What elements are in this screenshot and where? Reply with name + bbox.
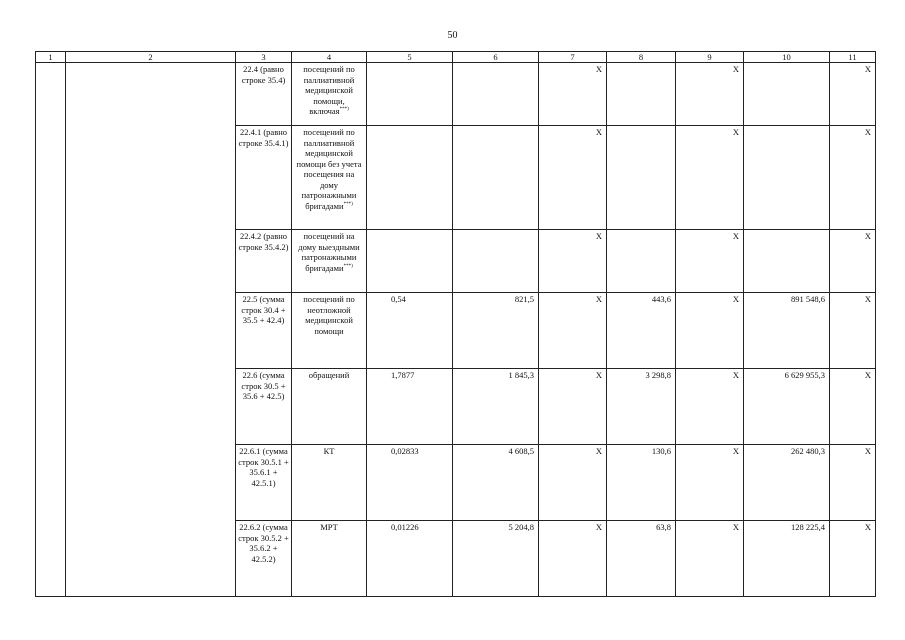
column-header-10: 10 xyxy=(744,52,830,63)
column-header-9: 9 xyxy=(676,52,744,63)
row-description xyxy=(292,126,367,230)
row-description-text: посещений по паллиативной медицинской помощи, включая xyxy=(303,64,355,116)
row-code: 22.5 (сумма строк 30.4 + 35.5 + 42.4) xyxy=(236,293,292,369)
cell-col7: X xyxy=(539,521,607,597)
column-header-8: 8 xyxy=(607,52,676,63)
cell-col8: 443,6 xyxy=(607,293,676,369)
cell-col8 xyxy=(607,230,676,293)
row-description xyxy=(292,230,367,293)
column-header-11: 11 xyxy=(830,52,876,63)
row-description-text: посещений по неотложной медицинской помощи xyxy=(303,294,355,336)
table-row xyxy=(36,63,876,126)
cell-col6 xyxy=(453,126,539,230)
cell-col7: X xyxy=(539,445,607,521)
row-description-text: МРТ xyxy=(320,522,338,532)
cell-col6 xyxy=(453,230,539,293)
cell-col9: X xyxy=(676,369,744,445)
cell-col5: 0,54 xyxy=(367,293,453,369)
col1-empty xyxy=(36,63,66,597)
cell-col8: 3 298,8 xyxy=(607,369,676,445)
header-row xyxy=(36,52,876,63)
data-table xyxy=(35,51,876,597)
cell-col10: 262 480,3 xyxy=(744,445,830,521)
cell-col6: 821,5 xyxy=(453,293,539,369)
row-description-text: обращений xyxy=(308,370,350,380)
cell-col10 xyxy=(744,230,830,293)
col2-empty xyxy=(66,63,236,597)
row-description-text: посещений по паллиативной медицинской помощи без учета посещения на дому патронажными бригадами xyxy=(296,127,362,211)
cell-col11: X xyxy=(830,63,876,126)
column-header-2: 2 xyxy=(66,52,236,63)
table-body xyxy=(36,63,876,597)
column-header-5: 5 xyxy=(367,52,453,63)
cell-col10: 128 225,4 xyxy=(744,521,830,597)
row-description xyxy=(292,521,367,597)
column-header-6: 6 xyxy=(453,52,539,63)
cell-col10 xyxy=(744,63,830,126)
cell-col11: X xyxy=(830,230,876,293)
column-header-1: 1 xyxy=(36,52,66,63)
cell-col6: 4 608,5 xyxy=(453,445,539,521)
cell-col10: 891 548,6 xyxy=(744,293,830,369)
cell-col10: 6 629 955,3 xyxy=(744,369,830,445)
row-code: 22.6.1 (сумма строк 30.5.1 + 35.6.1 + 42.5.1) xyxy=(236,445,292,521)
row-description xyxy=(292,369,367,445)
cell-col6: 1 845,3 xyxy=(453,369,539,445)
cell-col9: X xyxy=(676,293,744,369)
footnote-mark: ***) xyxy=(343,201,353,207)
row-code: 22.6.2 (сумма строк 30.5.2 + 35.6.2 + 42.5.2) xyxy=(236,521,292,597)
cell-col6 xyxy=(453,63,539,126)
cell-col9: X xyxy=(676,63,744,126)
row-code: 22.6 (сумма строк 30.5 + 35.6 + 42.5) xyxy=(236,369,292,445)
cell-col7: X xyxy=(539,293,607,369)
footnote-mark: ***) xyxy=(343,263,353,269)
row-description xyxy=(292,445,367,521)
cell-col5 xyxy=(367,126,453,230)
cell-col11: X xyxy=(830,445,876,521)
cell-col11: X xyxy=(830,521,876,597)
row-description-text: КТ xyxy=(323,446,335,456)
cell-col5: 1,7877 xyxy=(367,369,453,445)
row-code: 22.4.2 (равно строке 35.4.2) xyxy=(236,230,292,293)
cell-col6: 5 204,8 xyxy=(453,521,539,597)
cell-col11: X xyxy=(830,369,876,445)
cell-col5 xyxy=(367,230,453,293)
cell-col7: X xyxy=(539,369,607,445)
cell-col7: X xyxy=(539,126,607,230)
cell-col5: 0,01226 xyxy=(367,521,453,597)
cell-col9: X xyxy=(676,445,744,521)
row-description xyxy=(292,293,367,369)
cell-col8: 63,8 xyxy=(607,521,676,597)
row-code: 22.4 (равно строке 35.4) xyxy=(236,63,292,126)
column-header-4: 4 xyxy=(292,52,367,63)
cell-col7: X xyxy=(539,230,607,293)
column-header-3: 3 xyxy=(236,52,292,63)
cell-col5: 0,02833 xyxy=(367,445,453,521)
page-number: 50 xyxy=(447,30,458,41)
cell-col10 xyxy=(744,126,830,230)
row-description xyxy=(292,63,367,126)
cell-col5 xyxy=(367,63,453,126)
cell-col11: X xyxy=(830,126,876,230)
cell-col9: X xyxy=(676,126,744,230)
column-header-7: 7 xyxy=(539,52,607,63)
cell-col9: X xyxy=(676,230,744,293)
cell-col8 xyxy=(607,126,676,230)
cell-col11: X xyxy=(830,293,876,369)
cell-col8: 130,6 xyxy=(607,445,676,521)
row-description-text: посещений на дому выездными патронажными бригадами xyxy=(298,231,360,273)
row-code: 22.4.1 (равно строке 35.4.1) xyxy=(236,126,292,230)
footnote-mark: ***) xyxy=(339,107,349,113)
cell-col8 xyxy=(607,63,676,126)
cell-col7: X xyxy=(539,63,607,126)
cell-col9: X xyxy=(676,521,744,597)
